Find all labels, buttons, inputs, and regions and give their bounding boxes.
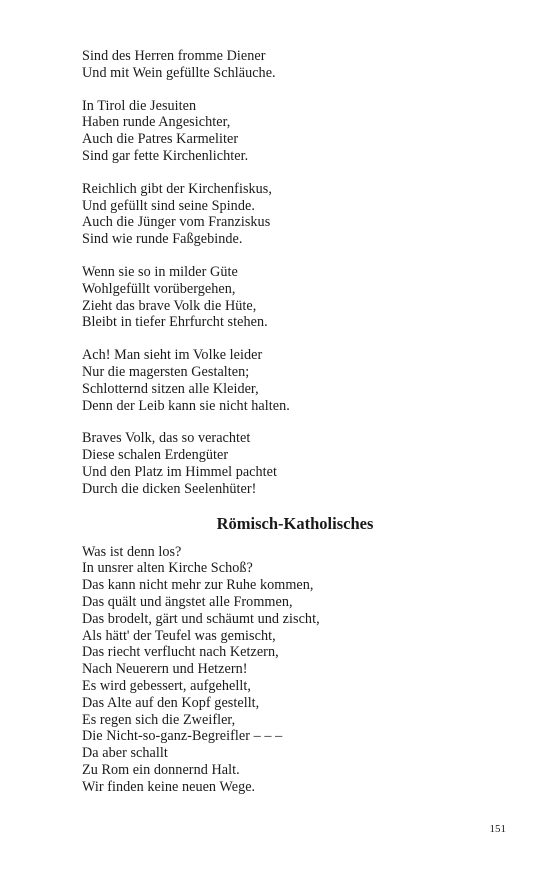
verse-line: Und den Platz im Himmel pachtet (82, 463, 278, 480)
verse-line: Das quält und ängstet alle Frommen, (82, 593, 293, 610)
verse-line: Auch die Patres Karmeliter (82, 131, 239, 148)
stanza (82, 98, 502, 165)
verse-line: Nur die magersten Gestalten; (82, 363, 250, 380)
verse-line: Nach Neuerern und Hetzern! (82, 661, 248, 678)
poem-body (82, 544, 502, 796)
stanza (82, 48, 502, 82)
verse-line: Wenn sie so in milder Güte (82, 263, 238, 280)
verse-line: Sind des Herren fromme Diener (82, 48, 266, 64)
verse-line: Denn der Leib kann sie nicht halten. (82, 397, 290, 414)
verse-line: Bleibt in tiefer Ehrfurcht stehen. (82, 314, 268, 331)
verse-line: Und mit Wein gefüllte Schläuche. (82, 64, 276, 81)
verse-line: Diese schalen Erdengüter (82, 447, 229, 464)
stanza (82, 264, 502, 331)
verse-line: In unsrer alten Kirche Schoß? (82, 560, 253, 577)
verse-line: Zu Rom ein donnernd Halt. (82, 761, 240, 778)
stanza (82, 181, 502, 248)
verse-line: Es wird gebessert, aufgehellt, (82, 677, 251, 694)
verse-line: Und gefüllt sind seine Spinde. (82, 197, 255, 214)
verse-line: Wir finden keine neuen Wege. (82, 778, 256, 795)
verse-line: Durch die dicken Seelenhüter! (82, 480, 257, 497)
verse-line: Was ist denn los? (82, 543, 182, 560)
page-content (82, 48, 502, 811)
verse-line: Als hätt' der Teufel was gemischt, (82, 627, 276, 644)
verse-line: Das Alte auf den Kopf gestellt, (82, 694, 260, 711)
verse-line: Haben runde Angesichter, (82, 114, 231, 131)
verse-line: Schlotternd sitzen alle Kleider, (82, 380, 259, 397)
verse-line: Reichlich gibt der Kirchenfiskus, (82, 180, 272, 197)
verse-line: Braves Volk, das so verachtet (82, 430, 251, 447)
poem-title: Römisch-Katholisches (216, 513, 374, 533)
verse-line: Sind gar fette Kirchenlichter. (82, 147, 249, 164)
stanza (82, 347, 502, 414)
verse-line: Wohlgefüllt vorübergehen, (82, 280, 236, 297)
verse-line: Zieht das brave Volk die Hüte, (82, 297, 257, 314)
page-number: 151 (489, 823, 506, 835)
verse-line: Das riecht verflucht nach Ketzern, (82, 644, 279, 661)
verse-line: Da aber schallt (82, 745, 168, 762)
verse-line: Das brodelt, gärt und schäumt und zischt, (82, 610, 320, 627)
stanza (82, 430, 502, 497)
verse-line: Es regen sich die Zweifler, (82, 711, 236, 728)
verse-line: Auch die Jünger vom Franziskus (82, 214, 271, 231)
previous-poem-continuation (82, 48, 502, 498)
verse-line: Ach! Man sieht im Volke leider (82, 347, 263, 364)
verse-line: Die Nicht-so-ganz-Begreifler – – – (82, 728, 283, 745)
verse-line: In Tirol die Jesuiten (82, 97, 197, 114)
verse-line: Das kann nicht mehr zur Ruhe kommen, (82, 577, 314, 594)
verse-line: Sind wie runde Faßgebinde. (82, 231, 243, 248)
